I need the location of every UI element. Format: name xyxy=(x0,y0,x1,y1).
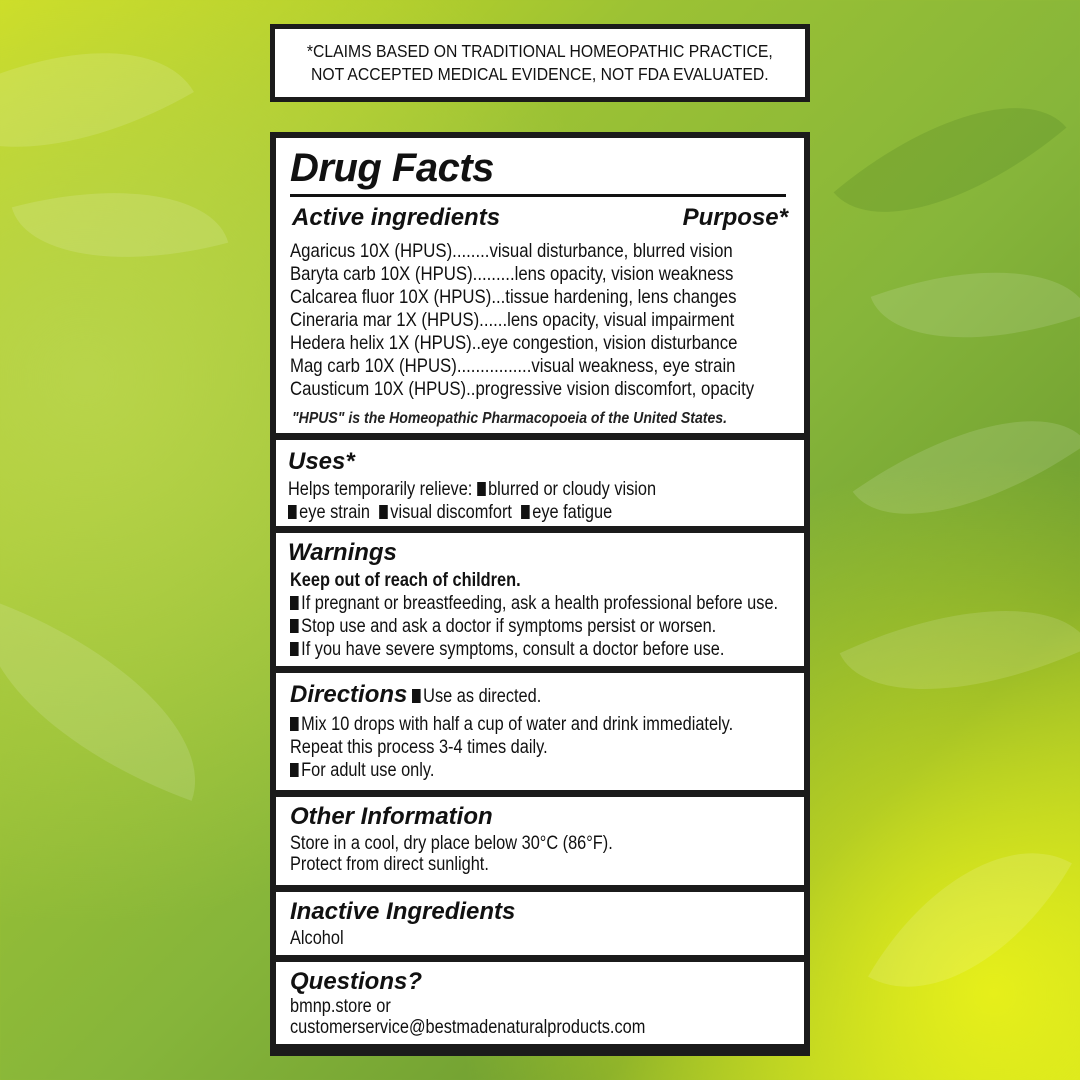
bullet-square xyxy=(477,482,486,496)
uses-item: visual discomfort xyxy=(390,502,512,523)
sunlight-text: Protect from direct sunlight. xyxy=(290,854,489,875)
drug-facts-panel xyxy=(270,132,810,1056)
warnings-section xyxy=(276,533,804,666)
inactive-ingredients-section xyxy=(276,892,804,955)
hpus-note: "HPUS" is the Homeopathic Pharmacopoeia of the United States. xyxy=(292,410,728,427)
directions-section xyxy=(276,673,804,790)
ingredient-row: Agaricus 10X (HPUS)........visual disturbance, blurred vision xyxy=(290,240,733,262)
disclaimer-box xyxy=(270,24,810,102)
ingredients-list xyxy=(290,240,754,401)
purpose-heading: Purpose* xyxy=(682,204,788,231)
bullet-square xyxy=(521,505,530,519)
warning-item: Stop use and ask a doctor if symptoms persist or worsen. xyxy=(301,616,717,637)
disclaimer-line-1: *CLAIMS BASED ON TRADITIONAL HOMEOPATHIC PRACTICE, xyxy=(307,41,773,61)
warning-item: If you have severe symptoms, consult a doctor before use. xyxy=(301,639,725,660)
directions-inline: Use as directed. xyxy=(423,686,542,707)
uses-item: eye strain xyxy=(299,502,371,523)
other-information-heading: Other Information xyxy=(290,803,493,830)
bullet-square xyxy=(290,596,299,610)
uses-item: blurred or cloudy vision xyxy=(488,479,657,500)
warning-item: If pregnant or breastfeeding, ask a health professional before use. xyxy=(301,593,779,614)
directions-heading: Directions xyxy=(290,681,408,708)
bullet-square xyxy=(290,763,299,777)
active-ingredients-heading: Active ingredients xyxy=(292,204,501,231)
other-information-section xyxy=(276,797,804,885)
bullet-square xyxy=(412,689,421,703)
storage-text: Store in a cool, dry place below 30°C (86°F). xyxy=(290,833,613,854)
questions-body xyxy=(290,996,645,1038)
uses-section xyxy=(276,440,804,526)
ingredient-row: Calcarea fluor 10X (HPUS)...tissue hardening, lens changes xyxy=(290,286,737,308)
uses-heading: Uses* xyxy=(288,448,355,475)
bullet-square xyxy=(290,642,299,656)
inactive-ingredients-heading: Inactive Ingredients xyxy=(290,898,516,925)
uses-item: eye fatigue xyxy=(532,502,613,523)
warnings-heading: Warnings xyxy=(288,539,397,566)
uses-body xyxy=(288,478,656,524)
directions-item: Mix 10 drops with half a cup of water and drink immediately. xyxy=(301,714,734,735)
bullet-square xyxy=(379,505,388,519)
ingredient-row: Cineraria mar 1X (HPUS)......lens opacity, visual impairment xyxy=(290,309,735,331)
questions-section xyxy=(276,962,804,1044)
uses-intro: Helps temporarily relieve: xyxy=(288,479,473,500)
directions-header-row xyxy=(290,681,562,709)
bullet-square xyxy=(288,505,297,519)
directions-item-continued: Repeat this process 3-4 times daily. xyxy=(290,737,548,758)
disclaimer-line-2: NOT ACCEPTED MEDICAL EVIDENCE, NOT FDA EVALUATED. xyxy=(311,64,769,84)
ingredient-row: Hedera helix 1X (HPUS)..eye congestion, vision disturbance xyxy=(290,332,738,354)
ingredient-row: Causticum 10X (HPUS)..progressive vision discomfort, opacity xyxy=(290,378,755,400)
bullet-square xyxy=(290,619,299,633)
drug-facts-heading: Drug Facts xyxy=(290,146,494,190)
heading-rule xyxy=(290,194,786,197)
directions-item: For adult use only. xyxy=(301,760,435,781)
ingredient-row: Mag carb 10X (HPUS)................visual weakness, eye strain xyxy=(290,355,736,377)
directions-body xyxy=(290,713,733,782)
contact-email: customerservice@bestmadenaturalproducts.com xyxy=(290,1017,646,1038)
active-ingredients-section xyxy=(276,138,804,433)
warnings-body xyxy=(290,569,778,661)
questions-heading: Questions? xyxy=(290,968,423,995)
keep-out-warning: Keep out of reach of children. xyxy=(290,570,521,591)
bullet-square xyxy=(290,717,299,731)
inactive-ingredients-value: Alcohol xyxy=(290,928,344,949)
other-information-body xyxy=(290,833,613,875)
ingredient-row: Baryta carb 10X (HPUS).........lens opacity, vision weakness xyxy=(290,263,734,285)
website-text: bmnp.store or xyxy=(290,996,391,1017)
